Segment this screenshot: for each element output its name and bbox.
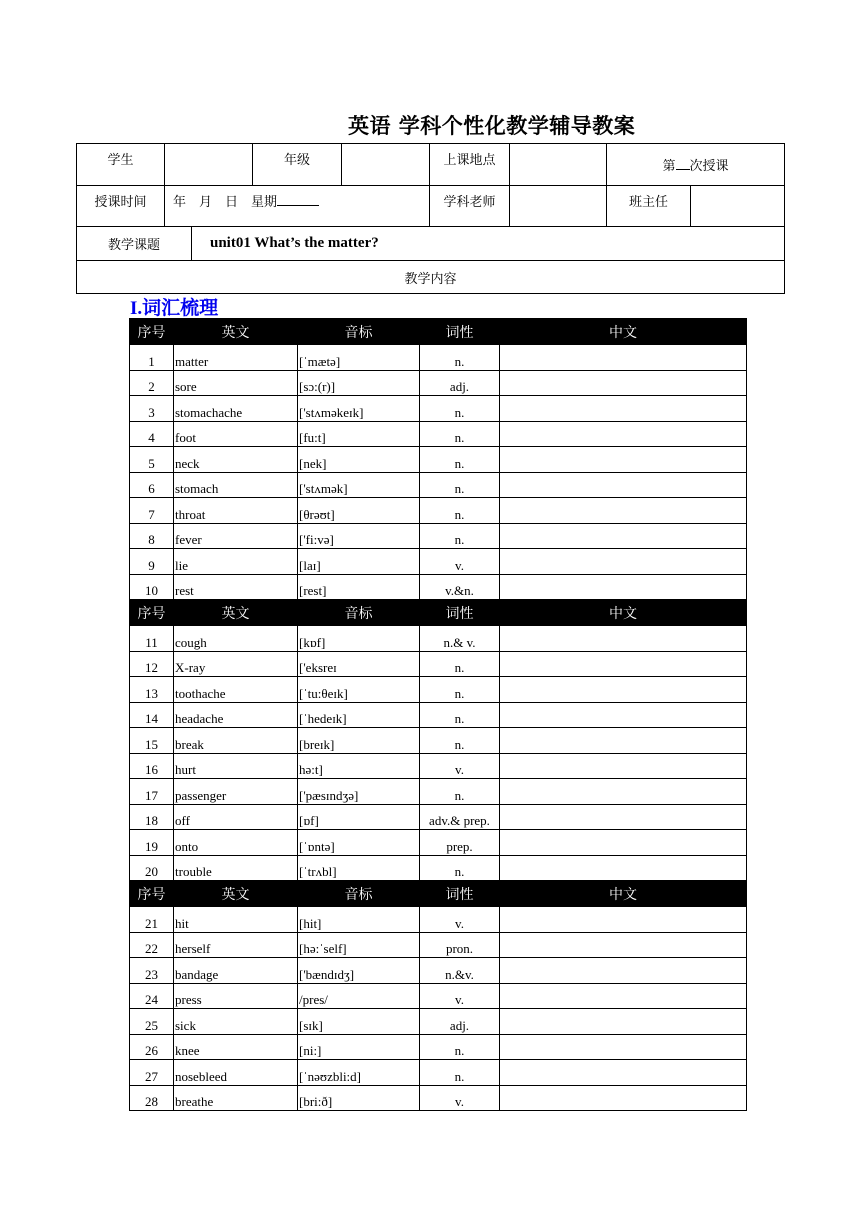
chinese-meaning[interactable] [500,804,747,830]
column-header: 英文 [174,881,298,907]
table-header-row [130,319,747,345]
column-header: 序号 [130,600,174,626]
row-number: 1 [130,345,174,371]
student-label: 学生 [77,144,165,186]
part-of-speech: n. [420,728,500,754]
topic-row [77,227,785,261]
english-word: sick [174,1009,298,1035]
row-number: 6 [130,472,174,498]
phonetic: [breɪk] [298,728,420,754]
english-word: breathe [174,1085,298,1111]
chinese-meaning[interactable] [500,447,747,473]
chinese-meaning[interactable] [500,574,747,600]
phonetic: [kɒf] [298,626,420,652]
chinese-meaning[interactable] [500,779,747,805]
chinese-meaning[interactable] [500,498,747,524]
table-row [130,728,747,754]
english-word: neck [174,447,298,473]
english-word: trouble [174,855,298,881]
row-number: 28 [130,1085,174,1111]
english-word: hit [174,907,298,933]
section-numeral: I. [130,298,143,319]
chinese-meaning[interactable] [500,1085,747,1111]
phonetic: [hit] [298,907,420,933]
english-word: cough [174,626,298,652]
phonetic: [sɪk] [298,1009,420,1035]
part-of-speech: n. [420,779,500,805]
english-word: onto [174,830,298,856]
part-of-speech: n.& v. [420,626,500,652]
table-row [130,983,747,1009]
row-number: 15 [130,728,174,754]
chinese-meaning[interactable] [500,677,747,703]
column-header: 中文 [500,600,747,626]
table-row [130,932,747,958]
row-number: 12 [130,651,174,677]
row-number: 20 [130,855,174,881]
column-header: 中文 [500,319,747,345]
section-heading [130,293,218,320]
phonetic: hə:t] [298,753,420,779]
column-header: 序号 [130,319,174,345]
part-of-speech: v.&n. [420,574,500,600]
english-word: X-ray [174,651,298,677]
part-of-speech: n. [420,702,500,728]
table-row [130,651,747,677]
table-row [130,447,747,473]
table-row [130,396,747,422]
phonetic: [ˈnəʊzbli:d] [298,1060,420,1086]
phonetic: ['stʌməkeɪk] [298,396,420,422]
table-row [130,549,747,575]
row-number: 2 [130,370,174,396]
column-header: 序号 [130,881,174,907]
table-row [130,702,747,728]
table-row [130,370,747,396]
location-value[interactable] [510,144,607,186]
part-of-speech: n. [420,472,500,498]
row-number: 16 [130,753,174,779]
row-number: 14 [130,702,174,728]
row-number: 13 [130,677,174,703]
column-header: 词性 [420,600,500,626]
chinese-meaning[interactable] [500,421,747,447]
phonetic: [ˈtu:θeɪk] [298,677,420,703]
row-number: 10 [130,574,174,600]
part-of-speech: n. [420,651,500,677]
column-header: 音标 [298,600,420,626]
row-number: 21 [130,907,174,933]
table-row [130,498,747,524]
part-of-speech: v. [420,983,500,1009]
phonetic: [ˈɒntə] [298,830,420,856]
english-word: herself [174,932,298,958]
chinese-meaning[interactable] [500,728,747,754]
phonetic: [ɒf] [298,804,420,830]
phonetic: /pres/ [298,983,420,1009]
part-of-speech: n. [420,421,500,447]
table-row [130,958,747,984]
english-word: stomachache [174,396,298,422]
english-word: knee [174,1034,298,1060]
column-header: 词性 [420,319,500,345]
table-row [130,830,747,856]
part-of-speech: n. [420,447,500,473]
teacher-value[interactable] [510,186,607,227]
english-word: sore [174,370,298,396]
student-value[interactable] [165,144,253,186]
chinese-meaning[interactable] [500,753,747,779]
part-of-speech: n. [420,1034,500,1060]
phonetic: [ˈmætə] [298,345,420,371]
chinese-meaning[interactable] [500,626,747,652]
chinese-meaning[interactable] [500,523,747,549]
row-number: 22 [130,932,174,958]
phonetic: [laɪ] [298,549,420,575]
phonetic: [rest] [298,574,420,600]
chinese-meaning[interactable] [500,702,747,728]
english-word: bandage [174,958,298,984]
table-row [130,523,747,549]
table-row [130,677,747,703]
chinese-meaning[interactable] [500,472,747,498]
english-word: off [174,804,298,830]
chinese-meaning[interactable] [500,983,747,1009]
english-word: stomach [174,472,298,498]
part-of-speech: n. [420,498,500,524]
chinese-meaning[interactable] [500,830,747,856]
row-number: 9 [130,549,174,575]
part-of-speech: n. [420,855,500,881]
column-header: 英文 [174,600,298,626]
session-suffix: 次授课 [689,159,729,174]
chinese-meaning[interactable] [500,370,747,396]
chinese-meaning[interactable] [500,1009,747,1035]
table-row [130,1034,747,1060]
phonetic: ['pæsɪndʒə] [298,779,420,805]
part-of-speech: pron. [420,932,500,958]
table-row [130,804,747,830]
row-number: 24 [130,983,174,1009]
english-word: passenger [174,779,298,805]
weekday-blank[interactable] [277,193,319,206]
part-of-speech: adj. [420,370,500,396]
chinese-meaning[interactable] [500,549,747,575]
english-word: throat [174,498,298,524]
lesson-info-table [76,143,785,294]
head-teacher-label: 班主任 [607,186,691,227]
english-word: foot [174,421,298,447]
part-of-speech: adv.& prep. [420,804,500,830]
row-number: 25 [130,1009,174,1035]
session-blank[interactable] [676,157,690,170]
chinese-meaning[interactable] [500,345,747,371]
phonetic: [fu:t] [298,421,420,447]
phonetic: [ˈhedeɪk] [298,702,420,728]
table-row [130,472,747,498]
phonetic: [nek] [298,447,420,473]
table-row [130,345,747,371]
location-label: 上课地点 [430,144,510,186]
phonetic: ['bændɪdʒ] [298,958,420,984]
date-field[interactable] [165,186,430,227]
grade-value[interactable] [342,144,430,186]
chinese-meaning[interactable] [500,958,747,984]
chinese-meaning[interactable] [500,855,747,881]
part-of-speech: v. [420,907,500,933]
english-word: matter [174,345,298,371]
phonetic: [hə:ˈself] [298,932,420,958]
row-number: 17 [130,779,174,805]
table-row [130,1009,747,1035]
phonetic: [ˈtrʌbl] [298,855,420,881]
phonetic: ['stʌmək] [298,472,420,498]
phonetic: ['fi:və] [298,523,420,549]
row-number: 18 [130,804,174,830]
phonetic: [sɔ:(r)] [298,370,420,396]
column-header: 词性 [420,881,500,907]
part-of-speech: v. [420,753,500,779]
table-row [130,626,747,652]
part-of-speech: n. [420,345,500,371]
english-word: lie [174,549,298,575]
row-number: 7 [130,498,174,524]
part-of-speech: n. [420,1060,500,1086]
chinese-meaning[interactable] [500,932,747,958]
row-number: 23 [130,958,174,984]
table-header-row [130,600,747,626]
part-of-speech: v. [420,549,500,575]
part-of-speech: n. [420,677,500,703]
english-word: rest [174,574,298,600]
part-of-speech: n.&v. [420,958,500,984]
column-header: 音标 [298,319,420,345]
english-word: fever [174,523,298,549]
table-row [130,753,747,779]
phonetic: [ni:] [298,1034,420,1060]
row-number: 26 [130,1034,174,1060]
english-word: toothache [174,677,298,703]
chinese-meaning[interactable] [500,651,747,677]
part-of-speech: v. [420,1085,500,1111]
table-row [130,907,747,933]
part-of-speech: adj. [420,1009,500,1035]
phonetic: [bri:ð] [298,1085,420,1111]
content-label: 教学内容 [77,261,785,294]
row-number: 19 [130,830,174,856]
session-count [607,144,785,186]
table-row [130,574,747,600]
column-header: 音标 [298,881,420,907]
chinese-meaning[interactable] [500,1060,747,1086]
table-row [130,855,747,881]
row-number: 5 [130,447,174,473]
column-header: 英文 [174,319,298,345]
table-row [130,421,747,447]
page-title: 英语 学科个性化教学辅导教案 [348,114,636,138]
chinese-meaning[interactable] [500,1034,747,1060]
teacher-label: 学科老师 [430,186,510,227]
row-number: 8 [130,523,174,549]
row-number: 3 [130,396,174,422]
row-number: 27 [130,1060,174,1086]
english-word: headache [174,702,298,728]
topic-value: unit01 What’s the matter? [210,235,379,251]
time-label: 授课时间 [77,186,165,227]
english-word: break [174,728,298,754]
part-of-speech: n. [420,523,500,549]
part-of-speech: n. [420,396,500,422]
table-row [130,779,747,805]
session-prefix: 第 [662,159,676,174]
table-header-row [130,881,747,907]
chinese-meaning[interactable] [500,396,747,422]
date-text: 年 月 日 星期 [173,195,278,210]
grade-label: 年级 [253,144,342,186]
chinese-meaning[interactable] [500,907,747,933]
english-word: hurt [174,753,298,779]
phonetic: ['eksreɪ [298,651,420,677]
row-number: 4 [130,421,174,447]
table-row [130,1060,747,1086]
section-title: 词汇梳理 [142,297,219,319]
english-word: press [174,983,298,1009]
row-number: 11 [130,626,174,652]
english-word: nosebleed [174,1060,298,1086]
column-header: 中文 [500,881,747,907]
table-row [130,1085,747,1111]
vocabulary-table [129,318,747,1111]
phonetic: [θrəʊt] [298,498,420,524]
part-of-speech: prep. [420,830,500,856]
head-teacher-value[interactable] [691,186,785,227]
topic-label: 教学课题 [77,227,192,260]
